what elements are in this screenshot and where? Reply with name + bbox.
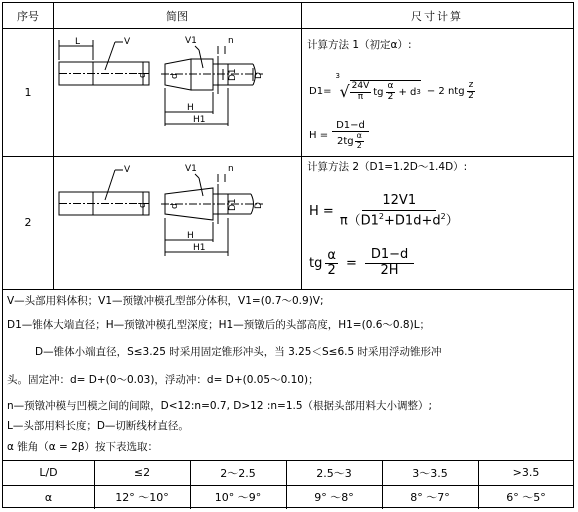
tg2-num: D1−d — [365, 248, 414, 264]
row2-index: 2 — [24, 216, 32, 229]
row2-method-title: 计算方法 2（D1=1.2D～1.4D）: — [307, 161, 468, 173]
h-lhs: H = — [309, 129, 329, 141]
d1-z-num: z — [468, 80, 474, 90]
h2-lhs: H = — [309, 203, 334, 219]
radical-icon: √ — [339, 81, 350, 101]
note-line5: n—预镦冲模与凹模之间的间隙，D<12:n=0.7, D>12 :n=1.5（根据头部用料大小调整）; — [7, 400, 433, 412]
row1-label-n: n — [228, 36, 234, 46]
row2-label-d: d — [170, 203, 180, 209]
row1-index: 1 — [24, 85, 32, 99]
row2-label-V1: V1 — [185, 164, 197, 174]
table-header-2: 2～2.5 — [220, 466, 256, 480]
table-cell-1: 12° ～10° — [115, 491, 169, 504]
tg2-alpha-den: 2 — [327, 262, 336, 278]
d1-d3-exp: 3 — [416, 88, 421, 97]
table-cell-4: 8° ～7° — [410, 491, 450, 504]
h-num: D1−d — [332, 120, 369, 132]
tg2-tg: tg — [309, 255, 323, 271]
h2-num: 12V1 — [362, 194, 436, 211]
table-cell-5: 6° ～5° — [506, 491, 546, 504]
note-line4: 头。固定冲：d= D+(0～0.03)，浮动冲：d= D+(0.05～0.10)； — [7, 374, 319, 386]
h2-den-pre: π（D1 — [339, 213, 379, 229]
tg2-den: 2H — [380, 263, 399, 279]
root-index: 3 — [335, 72, 340, 80]
table-cell-3: 9° ～8° — [314, 491, 354, 504]
d1-frac-num: 24V — [351, 81, 370, 91]
row1-label-d-left: d — [138, 72, 148, 78]
row1-label-H: H — [187, 103, 194, 113]
h-den-tg: 2tg — [337, 135, 354, 147]
note-line2: D1—锥体大端直径；H—预镦冲模孔型深度；H1—预镦后的头部高度，H1=(0.6～0.8)L； — [7, 319, 431, 331]
row2-label-n: n — [228, 164, 234, 174]
tg2-alpha-num: α — [327, 247, 336, 263]
row2-label-D: D — [254, 202, 264, 209]
row2-diagram — [53, 156, 301, 289]
h2-den-post: ） — [445, 213, 459, 229]
h2-den-mid: +D1d+d — [384, 213, 441, 229]
h2-den-exp: 2 — [378, 212, 385, 222]
table-header-4: 3～3.5 — [412, 466, 448, 480]
table-cell-2: 10° ～9° — [214, 491, 262, 504]
row1-method-title: 计算方法 1（初定α）: — [307, 39, 412, 51]
d1-alpha-den: 2 — [387, 91, 394, 102]
row2-formula-tg — [309, 248, 414, 279]
d1-z-den: 2 — [468, 90, 474, 101]
header-diagram: 简图 — [166, 9, 188, 23]
d1-frac-den: π — [357, 91, 364, 102]
row1-label-V: V — [124, 37, 131, 47]
row2-formula-h — [309, 194, 459, 229]
row2-label-D1: D1 — [228, 198, 238, 211]
h-den-alpha-den: 2 — [356, 140, 362, 150]
row1-label-D: D — [254, 72, 264, 79]
row1-diagram — [53, 28, 301, 156]
row1-label-V1: V1 — [185, 36, 197, 46]
d1-lhs: D1= — [309, 85, 332, 97]
row1-label-H1: H1 — [193, 115, 206, 125]
table-header-0: L/D — [39, 466, 58, 479]
h2-den-exp2: 2 — [440, 212, 446, 222]
row1-formula-d1 — [309, 72, 475, 103]
note-line1: V—头部用料体积；V1—预镦冲模孔型部分体积，V1=(0.7～0.9)V; — [7, 295, 324, 307]
h-den-alpha-num: α — [356, 131, 362, 140]
row2-label-V: V — [124, 165, 131, 175]
row2-label-H: H — [187, 231, 194, 241]
table-header-5: >3.5 — [512, 466, 540, 479]
tg2-eq: = — [345, 255, 357, 271]
note-line6: L—头部用料长度；D—切断线材直径。 — [7, 420, 189, 432]
d1-minus: − 2 ntg — [426, 85, 465, 97]
header-calc: 尺寸计算 — [411, 9, 463, 23]
row2-label-H1: H1 — [193, 243, 206, 253]
row2-label-d-left: d — [138, 202, 148, 208]
d1-tg: tg — [373, 86, 384, 98]
note-line7: α 锥角（α = 2β）按下表选取： — [7, 441, 159, 453]
row1-formula-h — [309, 120, 369, 151]
row1-label-L: L — [75, 37, 81, 47]
row1-label-d: d — [170, 73, 180, 79]
header-index: 序号 — [17, 9, 39, 23]
row1-label-D1: D1 — [228, 68, 238, 81]
d1-alpha-num: α — [387, 81, 394, 91]
note-line3: D—锥体小端直径，S≤3.25 时采用固定锥形冲头，当 3.25＜S≤6.5 时采用浮动锥形冲 — [35, 346, 442, 358]
table-header-1: ≤2 — [133, 466, 151, 479]
table-cell-0: α — [44, 490, 53, 504]
d1-plus-d: + d — [398, 86, 417, 98]
table-header-3: 2.5～3 — [316, 466, 352, 480]
